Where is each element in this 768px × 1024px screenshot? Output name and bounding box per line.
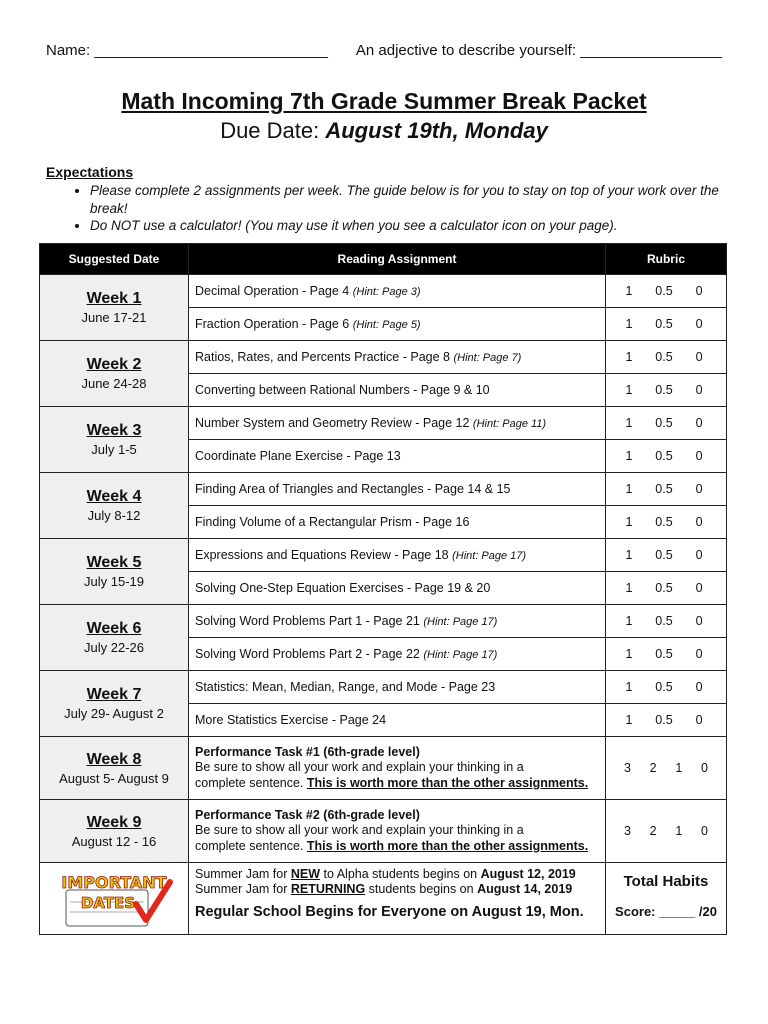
- rubric-score[interactable]: 0: [695, 416, 703, 430]
- rubric-score[interactable]: 0: [695, 713, 703, 727]
- due-date-label: Due Date:: [220, 118, 326, 143]
- expectations-heading: Expectations: [46, 164, 134, 180]
- rubric-score[interactable]: 0: [695, 548, 703, 562]
- assignment-table: [39, 243, 727, 935]
- week-dates: June 17-21: [81, 310, 147, 325]
- rubric-score[interactable]: 1: [625, 713, 633, 727]
- rubric-score[interactable]: 0: [701, 761, 708, 775]
- rubric-score[interactable]: 0.5: [655, 515, 673, 529]
- assignment-cell: [189, 440, 606, 473]
- week-dates: July 29- August 2: [64, 706, 164, 721]
- rubric-score[interactable]: 0: [695, 449, 703, 463]
- name-line: [46, 42, 722, 59]
- assignment-hint: (Hint: Page 3): [352, 286, 421, 298]
- rubric-score[interactable]: 1: [625, 614, 633, 628]
- assignment-cell: [189, 704, 606, 737]
- rubric-score[interactable]: 3: [624, 761, 631, 775]
- rubric-score[interactable]: 1: [625, 416, 633, 430]
- rubric-score[interactable]: 1: [625, 317, 633, 331]
- task-emphasis: This is worth more than the other assignments.: [306, 775, 589, 790]
- rubric-score[interactable]: 0: [701, 824, 708, 838]
- rubric-score[interactable]: 1: [625, 581, 633, 595]
- rubric-score[interactable]: 0: [695, 317, 703, 331]
- rubric-score[interactable]: 0.5: [655, 350, 673, 364]
- assignment-text: Solving Word Problems Part 1 - Page 21: [195, 614, 424, 628]
- table-row: [40, 671, 727, 704]
- assignment-hint: (Hint: Page 7): [453, 352, 522, 364]
- rubric-score[interactable]: 0: [695, 284, 703, 298]
- assignment-text: Finding Area of Triangles and Rectangles - Page 14 & 15: [195, 482, 511, 496]
- rubric-score[interactable]: 1: [625, 548, 633, 562]
- task-cell: [189, 737, 606, 800]
- rubric-cell: [606, 407, 727, 440]
- rubric-score[interactable]: 0.5: [655, 647, 673, 661]
- name-field[interactable]: Name: ____________________________: [46, 42, 328, 59]
- info-text: students begins on: [365, 882, 478, 896]
- rubric-score[interactable]: 0.5: [655, 416, 673, 430]
- table-row: [40, 539, 727, 572]
- rubric-score[interactable]: 1: [675, 761, 683, 775]
- week-dates: July 1-5: [91, 442, 137, 457]
- assignment-cell: [189, 374, 606, 407]
- week-name: Week 8: [86, 750, 142, 768]
- week-name: Week 6: [86, 620, 142, 637]
- assignment-text: Finding Volume of a Rectangular Prism - Page 16: [195, 515, 470, 529]
- rubric-cell: [606, 275, 727, 308]
- task-line: Be sure to show all your work and explain your thinking in a: [195, 760, 524, 775]
- rubric-cell: [606, 572, 727, 605]
- rubric-score[interactable]: 0: [695, 482, 703, 496]
- week-cell: [40, 341, 189, 407]
- page-title: Math Incoming 7th Grade Summer Break Packet: [121, 88, 647, 114]
- assignment-hint: (Hint: Page 17): [423, 616, 498, 628]
- info-emphasis: NEW: [290, 867, 321, 881]
- info-text: to Alpha students begins on: [320, 867, 481, 881]
- rubric-score[interactable]: 0: [695, 383, 703, 397]
- rubric-cell: [606, 704, 727, 737]
- week-name: Week 2: [86, 356, 142, 373]
- assignment-hint: (Hint: Page 17): [452, 550, 527, 562]
- rubric-score[interactable]: 1: [625, 383, 633, 397]
- info-emphasis: RETURNING: [290, 882, 366, 896]
- table-row: [40, 341, 727, 374]
- table-row: [40, 737, 727, 800]
- table-body: [40, 275, 727, 737]
- rubric-score[interactable]: 1: [625, 482, 633, 496]
- habits-cell: [606, 863, 727, 935]
- week-dates: June 24-28: [81, 376, 147, 391]
- info-date: August 14, 2019: [477, 882, 573, 896]
- rubric-score[interactable]: 1: [675, 824, 683, 838]
- task-body: [40, 737, 727, 935]
- rubric-score[interactable]: 2: [649, 824, 657, 838]
- week-cell: [40, 473, 189, 539]
- assignment-cell: [189, 506, 606, 539]
- week-name: Week 4: [86, 488, 142, 505]
- rubric-score[interactable]: 0.5: [655, 449, 673, 463]
- week-cell: [40, 737, 189, 800]
- assignment-cell: [189, 275, 606, 308]
- rubric-cell: [606, 440, 727, 473]
- info-date: August 12, 2019: [480, 867, 576, 881]
- assignment-cell: [189, 473, 606, 506]
- task-emphasis: This is worth more than the other assignments.: [306, 838, 589, 853]
- task-line: Be sure to show all your work and explain your thinking in a: [195, 823, 524, 838]
- rubric-score[interactable]: 3: [624, 824, 631, 838]
- week-cell: [40, 800, 189, 863]
- expectations-list: [62, 182, 760, 235]
- rubric-score[interactable]: 2: [649, 761, 657, 775]
- assignment-text: Solving One-Step Equation Exercises - Page 19 & 20: [195, 581, 491, 595]
- rubric-cell: [606, 473, 727, 506]
- assignment-hint: (Hint: Page 5): [352, 319, 421, 331]
- assignment-cell: [189, 539, 606, 572]
- week-name: Week 9: [86, 813, 142, 831]
- task-title: Performance Task #2 (6th-grade level): [195, 807, 420, 822]
- rubric-score[interactable]: 1: [625, 680, 633, 694]
- header-reading-assignment: Reading Assignment: [189, 244, 606, 275]
- assignment-text: Number System and Geometry Review - Page 12: [195, 416, 473, 430]
- task-cell: [189, 800, 606, 863]
- rubric-cell: [606, 638, 727, 671]
- assignment-hint: (Hint: Page 11): [472, 418, 547, 430]
- expectation-item: • Please complete 2 assignments per week. The guide below is for you to stay on top of your work over the break!: [90, 182, 760, 217]
- rubric-cell: [606, 605, 727, 638]
- rubric-score[interactable]: 0.5: [655, 317, 673, 331]
- rubric-score[interactable]: 0.5: [655, 383, 673, 397]
- score-field[interactable]: Score: _____ /20: [615, 904, 717, 919]
- table-row: [40, 275, 727, 308]
- due-date: [0, 118, 768, 144]
- rubric-cell: [606, 737, 727, 800]
- week-name: Week 1: [86, 290, 142, 307]
- important-dates-info: [189, 863, 606, 935]
- assignment-text: Expressions and Equations Review - Page 18: [195, 548, 453, 562]
- header-rubric: Rubric: [606, 244, 727, 275]
- due-date-value: August 19th, Monday: [325, 118, 548, 143]
- week-dates: August 12 - 16: [71, 833, 157, 849]
- rubric-score[interactable]: 1: [625, 449, 633, 463]
- week-dates: July 15-19: [84, 574, 144, 589]
- table-header-row: [40, 244, 727, 275]
- rubric-cell: [606, 671, 727, 704]
- rubric-score[interactable]: 0.5: [655, 482, 673, 496]
- rubric-score[interactable]: 0: [695, 515, 703, 529]
- assignment-text: Converting between Rational Numbers - Page 9 & 10: [195, 383, 490, 397]
- info-text: Summer Jam for: [195, 882, 291, 896]
- expectation-item: • Do NOT use a calculator! (You may use it when you see a calculator icon on your page).: [90, 217, 760, 235]
- adjective-field[interactable]: An adjective to describe yourself: _________________: [355, 42, 722, 59]
- rubric-score[interactable]: 1: [625, 350, 633, 364]
- week-dates: August 5- August 9: [59, 770, 169, 786]
- rubric-cell: [606, 308, 727, 341]
- week-dates: July 22-26: [84, 640, 144, 655]
- assignment-cell: [189, 407, 606, 440]
- rubric-cell: [606, 341, 727, 374]
- assignment-cell: [189, 308, 606, 341]
- logo-text-2: DATES: [80, 894, 136, 912]
- week-name: Week 7: [86, 686, 142, 703]
- assignment-text: Solving Word Problems Part 2 - Page 22: [195, 647, 424, 661]
- week-cell: [40, 407, 189, 473]
- assignment-cell: [189, 671, 606, 704]
- important-dates-logo: [52, 864, 176, 930]
- task-line: complete sentence.: [195, 775, 307, 790]
- assignment-text: Decimal Operation - Page 4: [195, 284, 353, 298]
- week-cell: [40, 539, 189, 605]
- rubric-score[interactable]: 0.5: [655, 680, 673, 694]
- assignment-cell: [189, 572, 606, 605]
- rubric-score[interactable]: 0: [695, 581, 703, 595]
- assignment-text: Fraction Operation - Page 6: [195, 317, 353, 331]
- rubric-score[interactable]: 0.5: [655, 548, 673, 562]
- week-cell: [40, 275, 189, 341]
- rubric-score[interactable]: 0: [695, 647, 703, 661]
- assignment-cell: [189, 638, 606, 671]
- task-title: Performance Task #1 (6th-grade level): [195, 744, 420, 759]
- assignment-text: Coordinate Plane Exercise - Page 13: [195, 449, 401, 463]
- rubric-score[interactable]: 1: [625, 284, 633, 298]
- week-cell: [40, 605, 189, 671]
- rubric-score[interactable]: 1: [625, 647, 633, 661]
- assignment-text: Statistics: Mean, Median, Range, and Mode - Page 23: [195, 680, 496, 694]
- rubric-score[interactable]: 0: [695, 614, 703, 628]
- assignment-text: More Statistics Exercise - Page 24: [195, 713, 387, 727]
- rubric-score[interactable]: 0: [695, 680, 703, 694]
- week-cell: [40, 671, 189, 737]
- assignment-cell: [189, 605, 606, 638]
- week-name: Week 5: [86, 554, 142, 571]
- header-suggested-date: Suggested Date: [40, 244, 189, 275]
- table-row: [40, 605, 727, 638]
- total-habits-label: Total Habits: [623, 873, 709, 890]
- rubric-score[interactable]: 0.5: [655, 614, 673, 628]
- assignment-text: Ratios, Rates, and Percents Practice - Page 8: [195, 350, 454, 364]
- week-name: Week 3: [86, 422, 142, 439]
- regular-school-note: Regular School Begins for Everyone on August 19, Mon.: [195, 904, 584, 920]
- footer-row: [40, 863, 727, 935]
- info-text: Summer Jam for: [195, 867, 291, 881]
- rubric-score[interactable]: 0.5: [655, 284, 673, 298]
- assignment-cell: [189, 341, 606, 374]
- rubric-cell: [606, 800, 727, 863]
- table-row: [40, 407, 727, 440]
- rubric-score[interactable]: 0.5: [655, 713, 673, 727]
- rubric-score[interactable]: 0.5: [655, 581, 673, 595]
- task-line: complete sentence.: [195, 838, 307, 853]
- assignment-hint: (Hint: Page 17): [423, 649, 498, 661]
- table-row: [40, 800, 727, 863]
- logo-text-1: IMPORTANT: [61, 873, 167, 892]
- rubric-score[interactable]: 0: [695, 350, 703, 364]
- important-dates-cell: [40, 863, 189, 935]
- table-row: [40, 473, 727, 506]
- week-dates: July 8-12: [87, 508, 141, 523]
- rubric-cell: [606, 539, 727, 572]
- rubric-cell: [606, 374, 727, 407]
- rubric-cell: [606, 506, 727, 539]
- rubric-score[interactable]: 1: [625, 515, 633, 529]
